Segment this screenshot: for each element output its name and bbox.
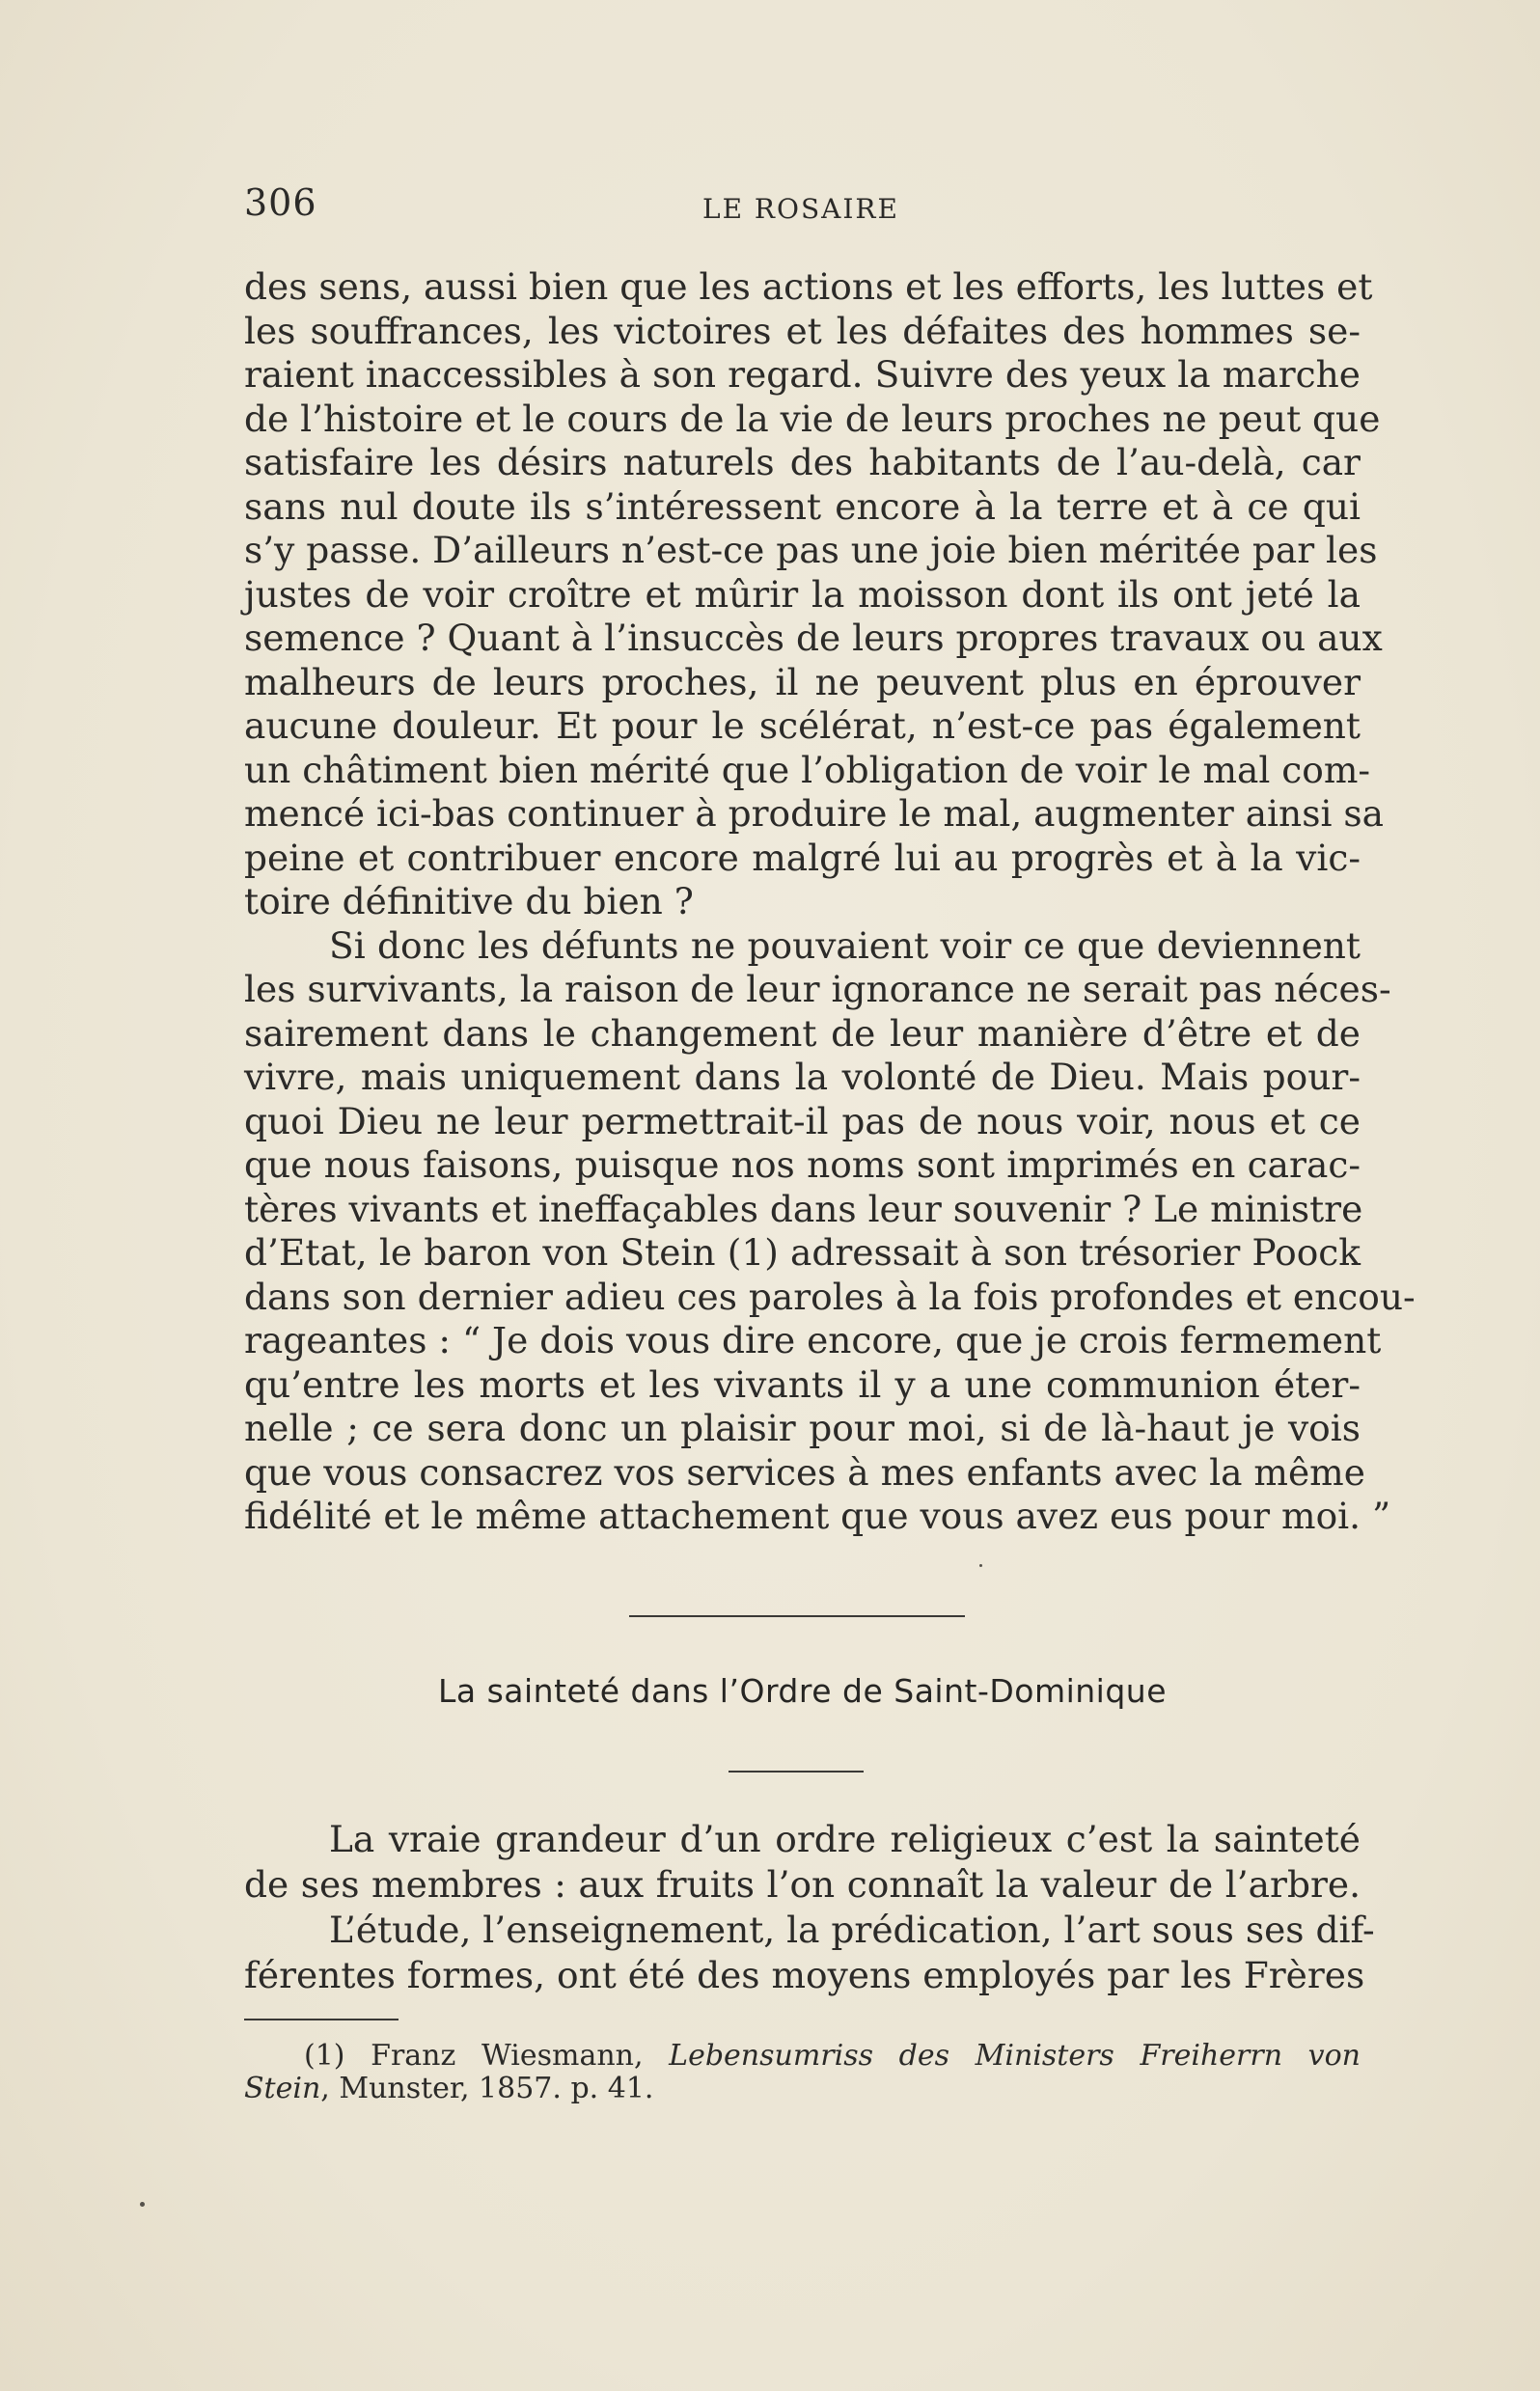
text-line: fidélité et le même attachement que vous avez eus pour moi. ” bbox=[244, 1495, 1391, 1537]
section-title: La sainteté dans l’Ordre de Saint-Dominique bbox=[437, 1672, 1168, 1710]
text-line: nelle ; ce sera donc un plaisir pour moi, si de là-haut je vois bbox=[244, 1407, 1361, 1449]
footnote-prefix: (1) Franz Wiesmann, bbox=[304, 2039, 670, 2073]
text-line: mencé ici-bas continuer à produire le mal, augmenter ainsi sa bbox=[244, 792, 1384, 835]
paragraph-start-line: Si donc les défunts ne pouvaient voir ce que deviennent bbox=[329, 923, 1361, 967]
footnote-rule bbox=[244, 2019, 399, 2020]
text-line: les souffrances, les victoires et les défaites des hommes se- bbox=[244, 309, 1361, 352]
title-underline bbox=[729, 1771, 864, 1773]
main-text bbox=[244, 265, 1416, 1539]
paragraph-start-line: La vraie grandeur d’un ordre religieux c’est la sainteté bbox=[329, 1818, 1361, 1860]
text-line: justes de voir croître et mûrir la moisson dont ils ont jeté la bbox=[244, 572, 1361, 616]
text-line: que vous consacrez vos services à mes enfants avec la même bbox=[244, 1450, 1365, 1494]
page-header bbox=[244, 181, 1363, 239]
footnote-suffix: , Munster, 1857. p. 41. bbox=[320, 2072, 654, 2105]
footnote bbox=[244, 2040, 1361, 2105]
footnote-book-title: Lebensumriss des Ministers Freiherrn von bbox=[669, 2039, 1361, 2073]
footnote-book-title-end: Stein bbox=[244, 2072, 321, 2105]
text-line: des sens, aussi bien que les actions et les efforts, les luttes et bbox=[244, 265, 1373, 308]
text-line: de l’histoire et le cours de la vie de leurs proches ne peut que bbox=[244, 397, 1381, 440]
text-line: tères vivants et ineffaçables dans leur souvenir ? Le ministre bbox=[244, 1187, 1363, 1230]
text-line: satisfaire les désirs naturels des habitants de l’au-delà, car bbox=[244, 441, 1361, 483]
footnote-line bbox=[244, 2073, 1361, 2105]
text-line: qu’entre les morts et les vivants il y a une communion éter- bbox=[244, 1362, 1361, 1406]
text-line: toire définitive du bien ? bbox=[244, 880, 694, 922]
text-line: sairement dans le changement de leur manière d’être et de bbox=[244, 1011, 1361, 1055]
text-line: sans nul doute ils s’intéressent encore à la terre et à ce qui bbox=[244, 484, 1361, 528]
text-line: s’y passe. D’ailleurs n’est-ce pas une joie bien méritée par les bbox=[244, 529, 1378, 571]
text-line: quoi Dieu ne leur permettrait-il pas de nous voir, nous et ce bbox=[244, 1099, 1361, 1142]
text-line: un châtiment bien mérité que l’obligation de voir le mal com- bbox=[244, 748, 1371, 791]
footnote-line bbox=[244, 2040, 1361, 2073]
page-number: 306 bbox=[244, 181, 317, 224]
text-line: malheurs de leurs proches, il ne peuvent plus en éprouver bbox=[244, 660, 1361, 703]
text-line: aucune douleur. Et pour le scélérat, n’est-ce pas également bbox=[244, 704, 1361, 747]
text-line: dans son dernier adieu ces paroles à la fois profondes et encou- bbox=[244, 1275, 1416, 1318]
section-divider bbox=[629, 1615, 965, 1617]
section-text bbox=[244, 1817, 1375, 1998]
paper-speck bbox=[140, 2202, 145, 2207]
text-line: de ses membres : aux fruits l’on connaît la valeur de l’arbre. bbox=[244, 1863, 1361, 1906]
text-line: d’Etat, le baron von Stein (1) adressait à son trésorier Poock bbox=[244, 1231, 1361, 1274]
text-line: rageantes : “ Je dois vous dire encore, que je crois fermement bbox=[244, 1319, 1382, 1361]
text-line: férentes formes, ont été des moyens employés par les Frères bbox=[244, 1954, 1365, 1996]
text-line: les survivants, la raison de leur ignorance ne serait pas néces- bbox=[244, 968, 1391, 1010]
text-line: que nous faisons, puisque nos noms sont imprimés en carac- bbox=[244, 1143, 1361, 1186]
text-line: vivre, mais uniquement dans la volonté de Dieu. Mais pour- bbox=[244, 1056, 1361, 1098]
running-title: LE ROSAIRE bbox=[702, 193, 899, 225]
text-line: peine et contribuer encore malgré lui au progrès et à la vic- bbox=[244, 836, 1361, 879]
paper-speck bbox=[979, 1564, 982, 1567]
paragraph-start-line: L’étude, l’enseignement, la prédication, l’art sous ses dif- bbox=[329, 1909, 1375, 1951]
text-line: semence ? Quant à l’insuccès de leurs propres travaux ou aux bbox=[244, 617, 1383, 659]
text-line: raient inaccessibles à son regard. Suivre des yeux la marche bbox=[244, 353, 1361, 396]
